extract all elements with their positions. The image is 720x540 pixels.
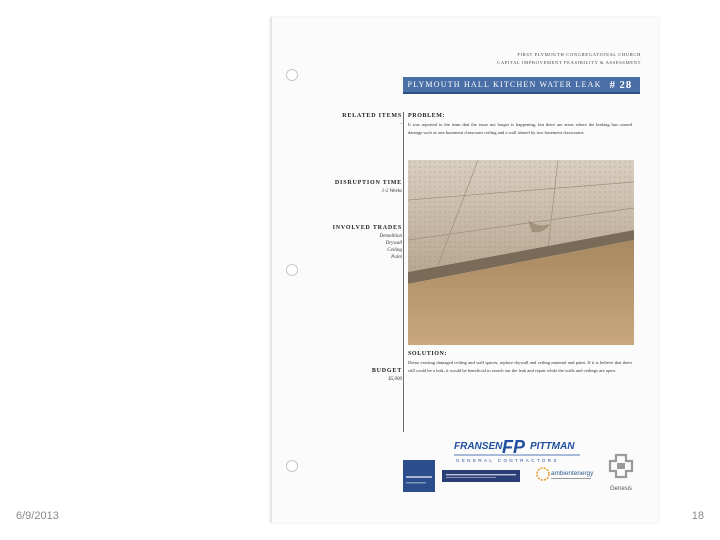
ambient-name: ambientenergy [551,470,594,477]
trade-item: Ceiling [387,248,402,253]
punch-hole-icon [286,69,298,81]
solution-text: Demo existing damaged ceiling and wall spaces, replace drywall and ceiling material and paint. If it is believe that there still could be a leak, it would be beneficial to search out the leak and repair while the walls and ceilings are open. [408,360,632,373]
budget-value: $5,000 [388,377,402,382]
fransen-pittman-logo [452,431,582,465]
fp-name-right: PITTMAN [530,441,575,452]
document-title-number: # 28 [609,78,632,91]
genesis-name: Genesis [609,486,633,492]
slide-date: 6/9/2013 [16,510,59,522]
problem-text: It was reported to the team that the issue not longer is happening, but there are areas where the leaking has caused damage such as one basement classroom ceiling and a wall shared by two basement classrooms. [408,122,632,135]
related-items-label: RELATED ITEMS [342,113,402,119]
punch-hole-icon [286,264,298,276]
fp-name-left: FRANSEN [454,441,503,452]
document-header-line1: FIRST PLYMOUTH CONGREGATIONAL CHURCH [517,52,641,57]
disruption-time-label: DISRUPTION TIME [334,180,402,186]
problem-heading: PROBLEM: [408,113,446,119]
trade-item: Drywall [385,241,402,246]
ceiling-damage-photo [408,160,634,345]
page-edge [270,17,272,523]
punch-hole-icon [286,460,298,472]
sponsor-logo-navy-bar [442,469,520,481]
solution-heading: SOLUTION: [408,351,448,357]
budget-label: BUDGET [371,368,402,374]
involved-trades-label: INVOLVED TRADES [332,225,402,231]
scanned-document-page [270,17,659,523]
disruption-time-value: 1-2 Weeks [381,189,402,194]
fp-sub: GENERAL CONTRACTORS [456,458,559,463]
sponsor-logo-blue [403,460,435,492]
ambient-energy-logo [535,462,597,486]
fp-mark: FP [502,437,526,457]
related-items-value: - [400,122,402,127]
slide-page-number: 18 [691,510,704,522]
document-title: PLYMOUTH HALL KITCHEN WATER LEAK [407,80,602,89]
trade-item: Paint [391,255,402,260]
genesis-logo [604,453,638,493]
trade-item: Demolition [379,234,402,239]
document-title-bar [403,77,640,94]
column-divider [403,112,404,432]
document-header-line2: CAPITAL IMPROVEMENT FEASIBILITY & ASSESSMENT [497,60,641,65]
